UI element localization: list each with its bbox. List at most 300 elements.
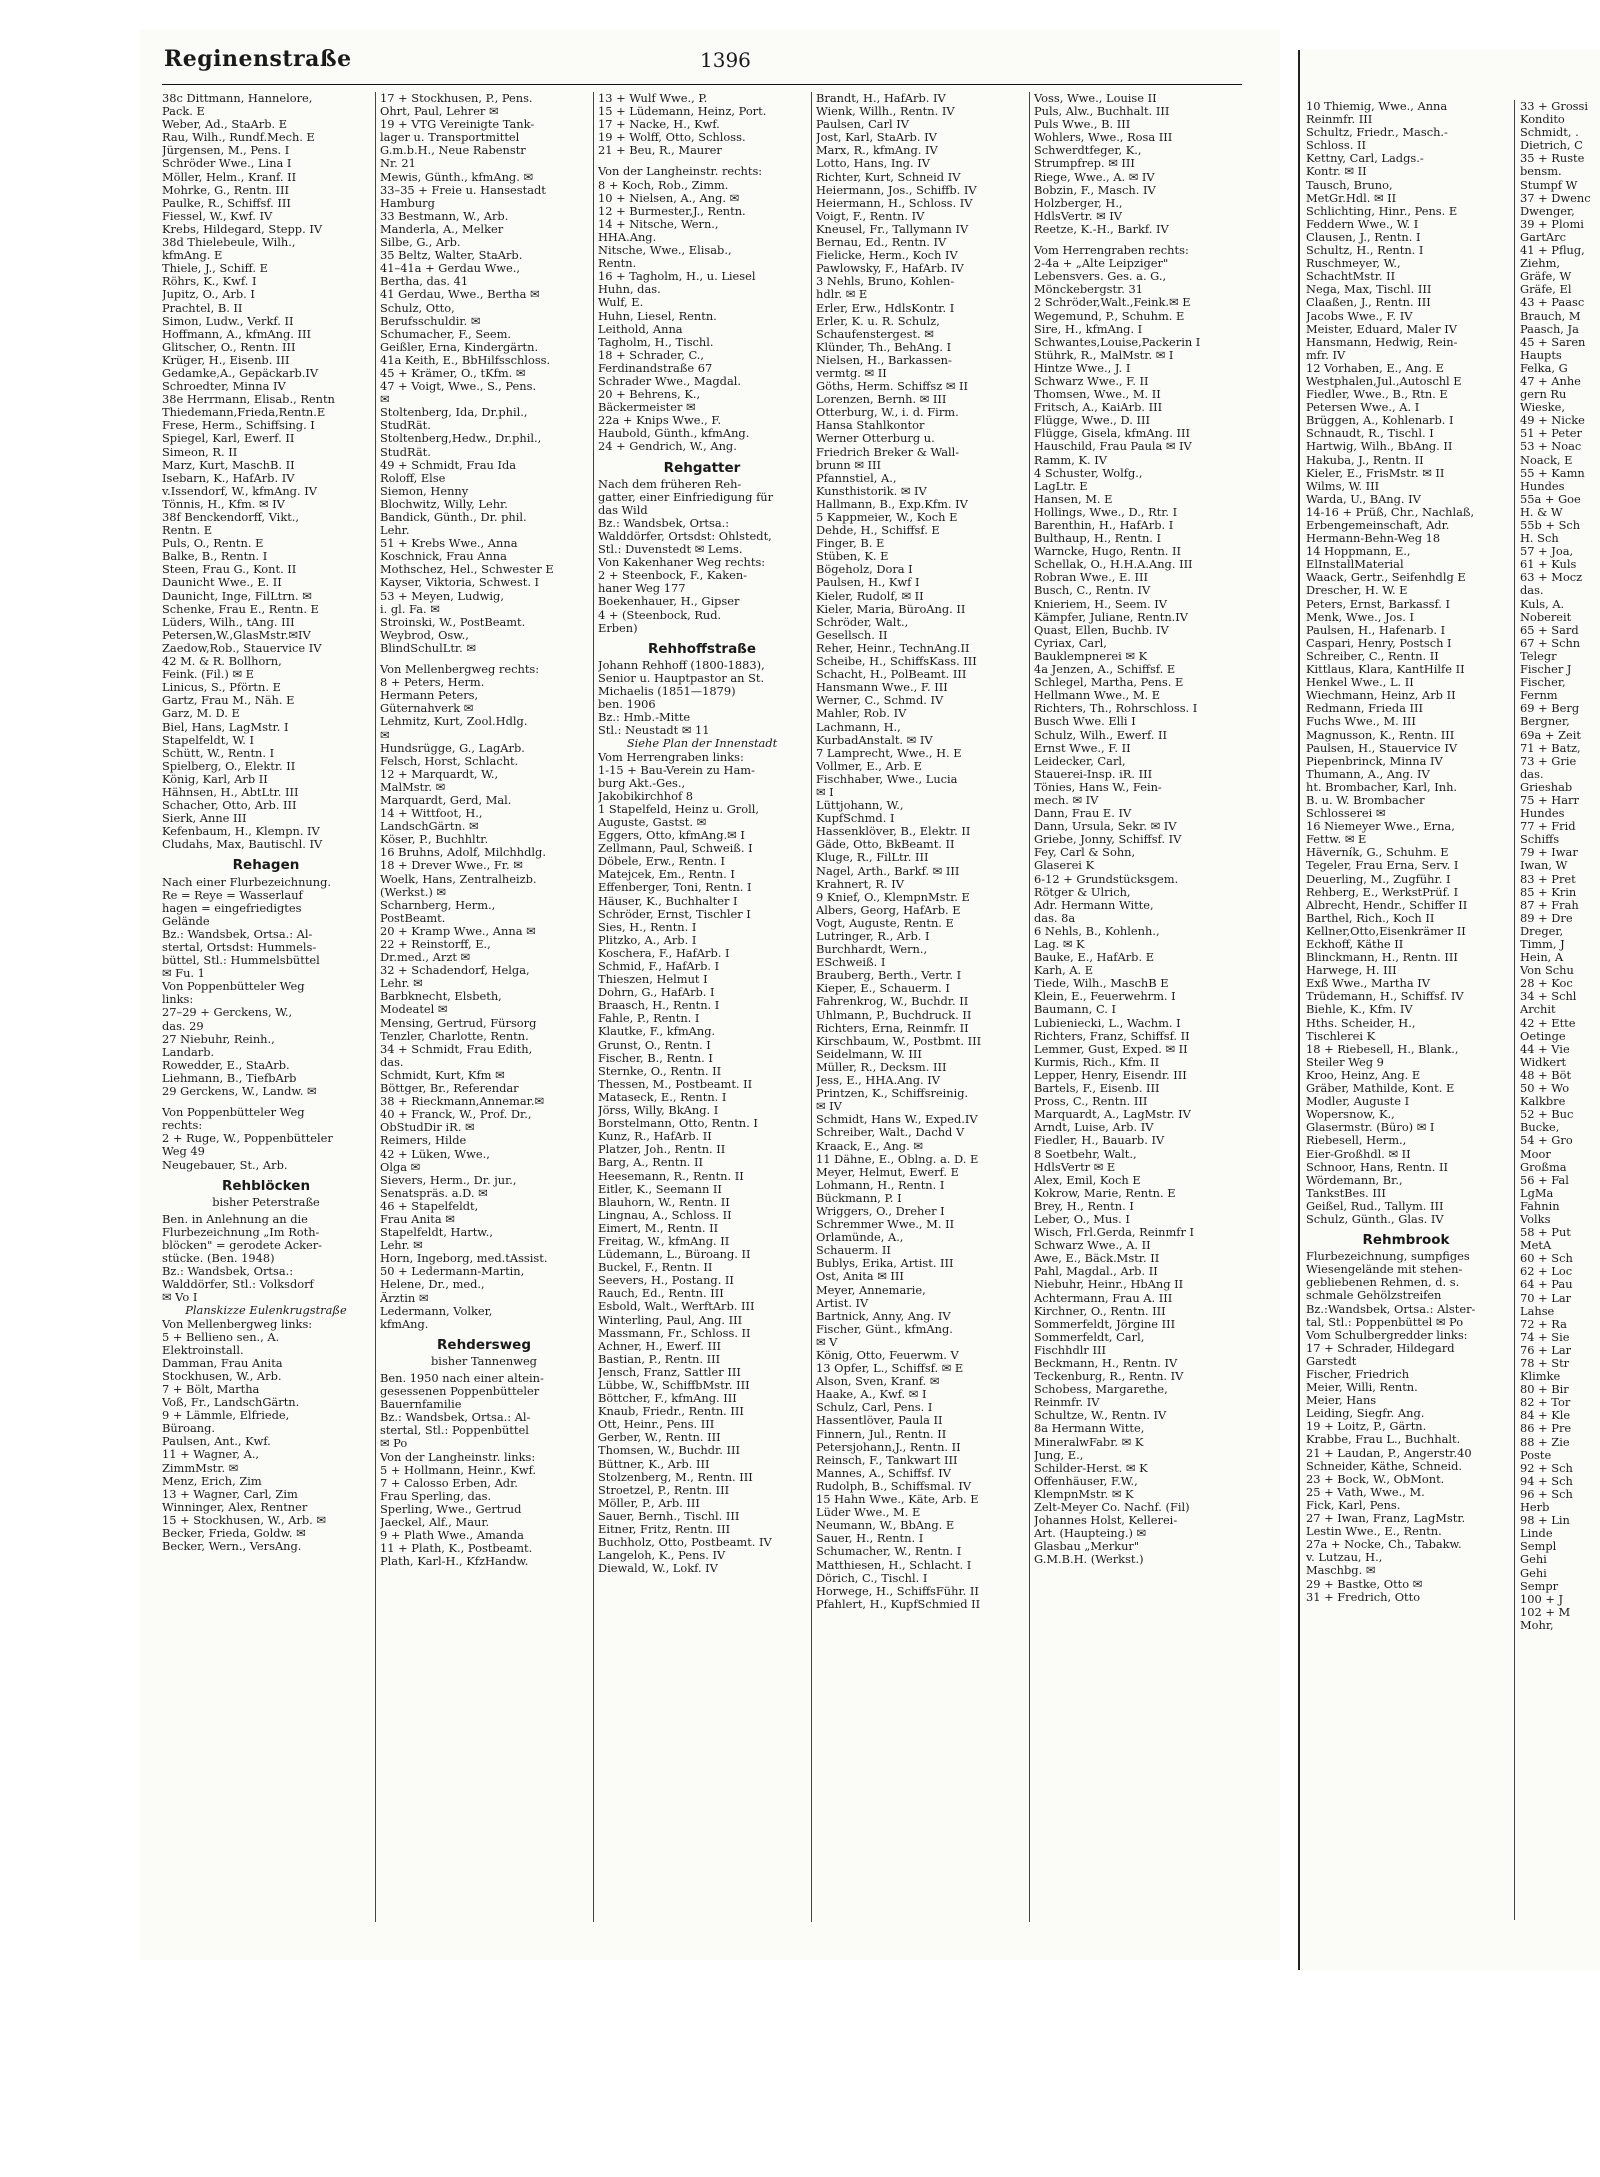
directory-entry: ESchweiß. I: [816, 956, 886, 970]
directory-entry: Fischer, Günt., kfmAng.: [816, 1322, 953, 1336]
directory-entry: Timm, J: [1520, 938, 1565, 951]
directory-entry: Wisch, Frl.Gerda, Reinmfr I: [1034, 1226, 1195, 1240]
directory-entry: Lehr. ✉: [380, 1239, 423, 1253]
directory-entry: Otterburg, W., i. d. Firm.: [816, 406, 959, 420]
directory-entry: Stl.: Duvenstedt ✉ Lems.: [598, 543, 743, 557]
directory-entry: Nach einer Flurbezeichnung.: [162, 875, 332, 889]
directory-entry: Schmidt, .: [1520, 126, 1579, 140]
directory-entry: 17 + Schrader, Hildegard: [1306, 1341, 1455, 1355]
directory-entry: Daunicht, Inge, FilLtrn. ✉: [162, 589, 312, 603]
directory-entry: 45 + Krämer, O., tKfm. ✉: [380, 366, 526, 380]
directory-entry: Spielberg, O., Elektr. II: [162, 759, 296, 773]
directory-entry: 35 + Ruste: [1520, 152, 1585, 166]
directory-entry: Voß, Fr., LandschGärtn.: [162, 1396, 300, 1410]
directory-entry: Von Mellenbergweg links:: [162, 1317, 313, 1331]
directory-entry: 12 + Burmester,J., Rentn.: [598, 204, 746, 218]
directory-entry: Bastian, P., Rentn. III: [598, 1352, 721, 1366]
directory-entry: Lubieniecki, L., Wachm. I: [1034, 1016, 1181, 1030]
directory-entry: Meyer, Annemarie,: [816, 1283, 926, 1297]
directory-entry: 70 + Lar: [1520, 1291, 1572, 1305]
directory-entry: Redmann, Frieda III: [1306, 702, 1424, 716]
directory-entry: Pawlowsky, F., HafArb. IV: [816, 262, 964, 276]
directory-entry: ZimmMstr. ✉: [162, 1461, 239, 1475]
directory-entry: blöcken" = gerodete Acker-: [162, 1238, 323, 1252]
directory-entry: KupfSchmd. I: [816, 812, 895, 826]
directory-entry: 55b + Sch: [1520, 519, 1581, 532]
directory-entry: ✉ V: [816, 1335, 838, 1349]
spacer: [380, 655, 588, 663]
directory-entry: Kokrow, Marie, Rentn. E: [1034, 1186, 1176, 1200]
directory-entry: Ledermann, Volker,: [380, 1304, 493, 1318]
directory-entry: Wriggers, O., Dreher I: [816, 1204, 945, 1218]
directory-entry: 10 Thiemig, Wwe., Anna: [1306, 100, 1448, 113]
directory-entry: Nobereit: [1520, 610, 1572, 624]
directory-entry: 11 + Plath, K., Postbeamt.: [380, 1542, 533, 1556]
directory-entry: v. Lutzau, H.,: [1306, 1551, 1383, 1565]
directory-entry: KlempnMstr. ✉ K: [1034, 1487, 1134, 1501]
directory-entry: 15 + Stockhusen, W., Arb. ✉: [162, 1513, 326, 1527]
directory-entry: Borstelmann, Otto, Rentn. I: [598, 1117, 758, 1131]
directory-entry: 50 + Wo: [1520, 1082, 1570, 1096]
directory-entry: Fuchs Wwe., M. III: [1306, 715, 1416, 729]
street-section-heading: Rehmbrook: [1362, 1232, 1450, 1249]
directory-entry: 7 + Bölt, Martha: [162, 1383, 260, 1396]
directory-entry: Quast, Ellen, Buchb. IV: [1034, 623, 1169, 637]
directory-entry: Knaub, Friedr., Rentn. III: [598, 1405, 744, 1419]
directory-entry: 8 + Koch, Rob., Zimm.: [598, 178, 729, 192]
directory-entry: Von Schu: [1520, 964, 1574, 978]
directory-entry: Zaedow,Rob., Stauervice IV: [162, 641, 322, 655]
directory-entry: 63 + Mocz: [1520, 571, 1583, 585]
directory-entry: 29 Gerckens, W., Landw. ✉: [162, 1085, 317, 1099]
directory-entry: 33 + Grossi: [1520, 100, 1589, 113]
directory-entry: Linicus, S., Pförtn. E: [162, 681, 281, 695]
directory-entry: Hoffmann, A., kfmAng. III: [162, 327, 311, 341]
directory-entry: Schenke, Frau E., Rentn. E: [162, 602, 319, 616]
directory-entry: Bz.: Wandsbek, Ortsa.: Al-: [380, 1411, 531, 1425]
directory-entry: Jess, E., HHA.Ang. IV: [816, 1074, 940, 1088]
directory-entry: Widkert: [1520, 1055, 1567, 1069]
directory-entry: Volks: [1520, 1212, 1551, 1226]
directory-entry: Albrecht, Hendr., Schiffer II: [1306, 898, 1468, 912]
directory-entry: 49 + Schmidt, Frau Ida: [380, 458, 517, 472]
directory-entry: 80 + Bir: [1520, 1383, 1569, 1397]
directory-entry: 79 + Iwar: [1520, 846, 1578, 860]
directory-entry: Paulsen, H., Kwf I: [816, 576, 920, 590]
directory-entry: Ernst Wwe., F. II: [1034, 741, 1131, 755]
directory-entry: Stüben, K. E: [816, 550, 889, 564]
directory-entry: 2 Schröder,Walt.,Feink.✉ E: [1034, 296, 1191, 310]
directory-entry: Klein, E., Feuerwehrm. I: [1034, 990, 1176, 1004]
directory-entry: bensm.: [1520, 165, 1562, 179]
directory-entry: Jupitz, O., Arb. I: [162, 288, 255, 302]
directory-entry: Offenhäuser, F.W.,: [1034, 1474, 1138, 1488]
former-name-note: bisher Tannenweg: [431, 1353, 537, 1368]
directory-entry: Baumann, C. I: [1034, 1003, 1117, 1017]
directory-entry: 5 + Hollmann, Heinr., Kwf.: [380, 1463, 537, 1477]
directory-entry: Pross, C., Rentn. III: [1034, 1095, 1148, 1109]
directory-entry: Haake, A., Kwf. ✉ I: [816, 1388, 927, 1402]
directory-entry: Möller, Helm., Kranf. II: [162, 170, 297, 184]
directory-entry: Petersen,W.,GlasMstr.✉IV: [162, 628, 311, 642]
directory-entry: Mohr,: [1520, 1618, 1554, 1632]
directory-entry: Böttcher, F., kfmAng. III: [598, 1392, 737, 1406]
directory-entry: Jung, E.,: [1034, 1448, 1084, 1462]
plan-reference: Siehe Plan der Innenstadt: [626, 736, 778, 751]
directory-entry: Woelk, Hans, Zentralheizb.: [380, 872, 537, 886]
directory-entry: Alex, Emil, Koch E: [1034, 1173, 1141, 1187]
directory-entry: Menk, Wwe., Jos. I: [1306, 610, 1414, 624]
directory-entry: 21 + Laudan, P., Angerstr.40: [1306, 1446, 1472, 1460]
directory-entry: Fischer J: [1520, 663, 1572, 677]
directory-entry: König, Karl, Arb II: [162, 772, 268, 786]
directory-entry: Kuls, A.: [1520, 597, 1565, 611]
directory-entry: LgMa: [1520, 1186, 1554, 1200]
directory-entry: 5 Kappmeier, W., Koch E: [816, 511, 958, 524]
directory-entry: Röhrs, K., Kwf. I: [162, 275, 257, 289]
directory-entry: Auguste, Gastst. ✉: [598, 815, 707, 829]
directory-entry: Lemmer, Gust, Exped. ✉ II: [1034, 1042, 1188, 1056]
column-7-partial: [1520, 100, 1600, 1632]
directory-entry: Tischlerei K: [1306, 1029, 1376, 1043]
directory-entry: Fiedler, Wwe., B., Rtn. E: [1306, 388, 1448, 402]
directory-entry: Archit: [1520, 1003, 1556, 1017]
directory-entry: Kneusel, Fr., Tallymann IV: [816, 222, 969, 236]
directory-entry: Von Kakenhaner Weg rechts:: [598, 556, 766, 570]
directory-entry: Orlamünde, A.,: [816, 1231, 904, 1245]
directory-entry: Kieler, Maria, BüroAng. II: [816, 602, 966, 616]
directory-entry: Noack, E: [1520, 453, 1573, 467]
directory-entry: Heiermann, Jos., Schiffb. IV: [816, 183, 977, 197]
directory-entry: stertal, Stl.: Poppenbüttel: [380, 1424, 529, 1438]
directory-entry: 96 + Sch: [1520, 1487, 1573, 1501]
directory-entry: Prachtel, B. II: [162, 301, 243, 315]
directory-entry: Hassentlöver, Paula II: [816, 1414, 943, 1428]
directory-entry: Schlichting, Hinr., Pens. E: [1306, 204, 1458, 218]
spacer: [1034, 236, 1242, 244]
directory-entry: brunn ✉ III: [816, 458, 882, 472]
directory-entry: Rötger & Ulrich,: [1034, 885, 1131, 899]
directory-entry: Schmid, F., HafArb. I: [598, 960, 720, 973]
directory-entry: 64 + Pau: [1520, 1278, 1573, 1292]
directory-entry: Hellmann Wwe., M. E: [1034, 689, 1161, 703]
directory-entry: Weber, Ad., StaArb. E: [162, 118, 288, 132]
directory-entry: Linde: [1520, 1527, 1553, 1541]
directory-entry: 33–35 + Freie u. Hansestadt: [380, 183, 546, 197]
directory-entry: Lachmann, H.,: [816, 720, 901, 734]
directory-entry: Manderla, A., Melker: [380, 222, 504, 236]
directory-entry: Lag. ✉ K: [1034, 938, 1085, 951]
directory-entry: Kirchner, O., Rentn. III: [1034, 1304, 1166, 1318]
directory-entry: links:: [162, 993, 194, 1007]
directory-entry: Voigt, F., Rentn. IV: [816, 209, 925, 223]
directory-entry: Busch Wwe. Elli I: [1034, 715, 1136, 729]
directory-entry: Schröder, Ernst, Tischler I: [598, 907, 751, 921]
directory-entry: Krahnert, R. IV: [816, 877, 904, 891]
directory-entry: Schnaudt, R., Tischl. I: [1306, 427, 1434, 441]
directory-entry: Paulsen, Ant., Kwf.: [162, 1435, 271, 1449]
directory-entry: Mohrke, G., Rentn. III: [162, 183, 290, 197]
directory-entry: 18 + Riebesell, H., Blank.,: [1306, 1042, 1459, 1056]
directory-entry: lager u. Transportmittel: [380, 131, 520, 145]
directory-entry: 23 + Bock, W., ObMont.: [1306, 1472, 1445, 1486]
directory-entry: Achner, H., Ewerf. III: [598, 1339, 722, 1353]
directory-entry: Cyriax, Carl,: [1034, 636, 1107, 650]
directory-entry: Frau Anita ✉: [380, 1212, 455, 1226]
directory-entry: Meyer, Helmut, Ewerf. E: [816, 1165, 959, 1179]
directory-entry: Schnoor, Hans, Rentn. II: [1306, 1160, 1448, 1174]
directory-entry: Stoltenberg,Hedw., Dr.phil.,: [380, 432, 542, 446]
directory-entry: 11 + Wagner, A.,: [162, 1448, 260, 1462]
directory-entry: Kunz, R., HafArb. II: [598, 1130, 712, 1144]
directory-entry: Michaelis (1851—1879): [598, 685, 736, 699]
directory-entry: 49 + Nicke: [1520, 414, 1585, 428]
directory-entry: schmale Gehölzstreifen: [1306, 1289, 1442, 1303]
directory-entry: Simeon, R. II: [162, 445, 238, 459]
street-section-heading: Rehhoffstraße: [647, 640, 757, 657]
directory-entry: Scheibe, H., SchiffsKass. III: [816, 655, 977, 669]
directory-entry: Eimert, M., Rentn. II: [598, 1221, 719, 1235]
directory-entry: Re = Reye = Wasserlauf: [162, 888, 303, 902]
directory-entry: v.Issendorf, W., kfmAng. IV: [162, 484, 317, 498]
directory-entry: Vogt, Auguste, Rentn. E: [816, 916, 954, 930]
directory-entry: Böttger, Br., Referendar: [380, 1082, 519, 1096]
directory-entry: Stauerei-Insp. iR. III: [1034, 767, 1153, 781]
directory-entry: Krabbe, Frau L., Buchhalt.: [1306, 1433, 1461, 1447]
directory-entry: Wiesengelände mit stehen-: [1306, 1263, 1463, 1277]
directory-entry: Pahl, Magdal., Arb. II: [1034, 1265, 1158, 1279]
directory-entry: Sierk, Anne III: [162, 812, 247, 826]
directory-entry: Bz.: Wandsbek, Ortsa.:: [598, 516, 730, 530]
directory-entry: Kurmis, Rich., Kfm. II: [1034, 1055, 1160, 1069]
directory-entry: Hansen, M. E: [1034, 492, 1113, 506]
directory-entry: 69a + Zeit: [1520, 728, 1581, 742]
directory-entry: Elektroinstall.: [162, 1343, 244, 1357]
directory-entry: Lutringer, R., Arb. I: [816, 930, 930, 943]
directory-entry: Paulsen, H., Hafenarb. I: [1306, 623, 1446, 637]
directory-entry: Gräfe, El: [1520, 283, 1572, 297]
directory-entry: Tiede, Wilh., MaschB E: [1034, 977, 1169, 991]
directory-entry: Gräber, Mathilde, Kont. E: [1306, 1082, 1455, 1096]
street-heading: Reginenstraße: [164, 46, 352, 72]
directory-entry: Schulz, Carl, Pens. I: [816, 1401, 933, 1415]
directory-entry: Teckenburg, R., Rentn. IV: [1034, 1370, 1184, 1384]
directory-entry: ✉ Fu. 1: [162, 967, 205, 981]
directory-entry: Dreger,: [1520, 924, 1564, 938]
directory-entry: Marquardt, A., LagMstr. IV: [1034, 1108, 1191, 1122]
directory-entry: Barg, A., Rentn. II: [598, 1156, 704, 1170]
directory-entry: Fahle, P., Rentn. I: [598, 1012, 700, 1026]
directory-entry: Schwerdtfeger, K.,: [1034, 144, 1142, 158]
directory-entry: Göths, Herm. Schiffsz ✉ II: [816, 380, 969, 394]
directory-entry: Fahrenkrog, W., Buchdr. II: [816, 995, 969, 1009]
directory-entry: Jaeckel, Alf., Maur.: [380, 1516, 490, 1530]
directory-entry: Vom Herrengraben rechts:: [1034, 244, 1189, 258]
directory-entry: Burchhardt, Wern.,: [816, 943, 928, 957]
directory-entry: stücke. (Ben. 1948): [162, 1252, 275, 1266]
directory-entry: Biel, Hans, LagMstr. I: [162, 720, 289, 734]
directory-entry: Schiffs: [1520, 833, 1560, 847]
directory-entry: Richter, Kurt, Schneid IV: [816, 170, 961, 184]
directory-entry: Stapelfeldt, W. I: [162, 733, 255, 747]
directory-entry: Brey, H., Rentn. I: [1034, 1199, 1134, 1213]
directory-entry: 58 + Put: [1520, 1226, 1571, 1240]
directory-entry: Gartz, Frau M., Näh. E: [162, 694, 295, 708]
directory-entry: 2 + Ruge, W., Poppenbütteler: [162, 1132, 333, 1146]
directory-entry: (Werkst.) ✉: [380, 885, 446, 899]
directory-entry: Huhn, Liesel, Rentn.: [598, 309, 717, 323]
directory-entry: Landarb.: [162, 1045, 215, 1059]
directory-entry: Stührk, R., MalMstr. ✉ I: [1034, 348, 1174, 362]
directory-entry: Gehi: [1520, 1566, 1547, 1580]
directory-entry: Rauch, Ed., Rentn. III: [598, 1287, 724, 1301]
directory-entry: Rowedder, E., StaArb.: [162, 1058, 290, 1072]
directory-entry: Iwan, W: [1520, 859, 1568, 873]
directory-entry: Wiechmann, Heinz, Arb II: [1306, 689, 1456, 703]
directory-entry: Kayser, Viktoria, Schwest. I: [380, 576, 540, 590]
directory-entry: 27–29 + Gerckens, W.,: [162, 1006, 293, 1020]
directory-entry: gebliebenen Rehmen, d. s.: [1306, 1276, 1460, 1290]
directory-entry: 16 + Tagholm, H., u. Liesel: [598, 270, 756, 284]
directory-entry: 37 + Dwenc: [1520, 191, 1591, 205]
directory-entry: 73 + Grie: [1520, 754, 1577, 768]
directory-entry: Sempr: [1520, 1579, 1559, 1593]
directory-entry: HdlsVertr ✉ E: [1034, 1160, 1116, 1174]
directory-entry: 44 + Vie: [1520, 1042, 1570, 1056]
directory-entry: Kondito: [1520, 113, 1565, 127]
directory-entry: Ott, Heinr., Pens. III: [598, 1418, 715, 1432]
directory-entry: 88 + Zie: [1520, 1435, 1570, 1449]
directory-entry: Bulthaup, H., Rentn. I: [1034, 532, 1162, 546]
directory-entry: Müller, R., Decksm. III: [816, 1060, 947, 1074]
directory-entry: Walddörfer, Ortsdst: Ohlstedt,: [598, 530, 772, 543]
directory-entry: 34 + Schl: [1520, 990, 1577, 1004]
directory-entry: 6-12 + Grundstücksgem.: [1034, 872, 1179, 886]
directory-entry: Fischhdlr III: [1034, 1343, 1106, 1357]
directory-entry: Erbengemeinschaft, Adr.: [1306, 519, 1450, 532]
directory-entry: 19 + Wolff, Otto, Schloss.: [598, 131, 746, 145]
directory-entry: MetA: [1520, 1239, 1552, 1253]
directory-entry: 17 + Stockhusen, P., Pens.: [380, 92, 533, 105]
directory-entry: Clausen, J., Rentn. I: [1306, 230, 1421, 244]
directory-entry: 100 + J: [1520, 1592, 1564, 1606]
directory-entry: Helene, Dr., med.,: [380, 1278, 485, 1292]
directory-entry: Wieske,: [1520, 401, 1566, 415]
directory-entry: 50 + Ledermann-Martin,: [380, 1265, 525, 1279]
directory-entry: Schütt, W., Rentn. I: [162, 746, 275, 760]
facing-page: [1298, 50, 1600, 1970]
directory-entry: Schremmer Wwe., M. II: [816, 1218, 955, 1232]
directory-entry: 53 + Noac: [1520, 440, 1582, 454]
directory-entry: 86 + Pre: [1520, 1422, 1572, 1436]
directory-entry: Kirschbaum, W., Postbmt. III: [816, 1034, 982, 1048]
directory-entry: Stoltenberg, Ida, Dr.phil.,: [380, 406, 528, 420]
directory-entry: Modeatel ✉: [380, 1003, 448, 1017]
directory-entry: LandschGärtn. ✉: [380, 820, 479, 834]
header-rule: [162, 84, 1242, 85]
directory-entry: Eier-Großhdl. ✉ II: [1306, 1147, 1411, 1161]
directory-entry: Boekenhauer, H., Gipser: [598, 595, 740, 609]
directory-entry: Riege, Wwe., A. ✉ IV: [1034, 170, 1155, 184]
directory-entry: Daunicht Wwe., E. II: [162, 576, 282, 590]
directory-entry: Bucke,: [1520, 1121, 1560, 1135]
directory-entry: 94 + Sch: [1520, 1474, 1573, 1488]
street-section-heading: Rehgatter: [663, 459, 741, 476]
directory-entry: Johannes Holst, Kellerei-: [1034, 1514, 1178, 1528]
directory-entry: Seidelmann, W. III: [816, 1047, 922, 1061]
directory-entry: 47 + Anhe: [1520, 374, 1581, 388]
directory-entry: Hallmann, B., Exp.Kfm. IV: [816, 497, 968, 511]
directory-entry: Barthel, Rich., Koch II: [1306, 911, 1435, 925]
directory-entry: Westphalen,Jul.,Autoschl E: [1306, 374, 1462, 388]
directory-entry: Kroo, Heinz, Ang. E: [1306, 1068, 1421, 1082]
directory-entry: 22 + Reinstorff, E.,: [380, 938, 491, 951]
directory-entry: das.: [1520, 767, 1544, 781]
directory-entry: Schultz, Friedr., Masch.-: [1306, 126, 1448, 140]
directory-entry: 29 + Bastke, Otto ✉: [1306, 1577, 1423, 1591]
directory-entry: Lestin Wwe., E., Rentn.: [1306, 1525, 1442, 1539]
directory-entry: Thomsen, Wwe., M. II: [1034, 388, 1161, 402]
directory-entry: Scharnberg, Herm.,: [380, 898, 496, 912]
directory-entry: Tenzler, Charlotte, Rentn.: [380, 1029, 529, 1043]
directory-entry: 15 Hahn Wwe., Käte, Arb. E: [816, 1493, 979, 1507]
directory-entry: Balke, B., Rentn. I: [162, 550, 268, 564]
directory-entry: LagLtr. E: [1034, 479, 1088, 493]
directory-entry: Reinmfr. IV: [1034, 1396, 1100, 1410]
directory-entry: Lorenzen, Bernh. ✉ III: [816, 393, 947, 407]
directory-entry: Printzen, K., Schiffsreinig.: [816, 1087, 969, 1101]
directory-entry: Riebesell, Herm.,: [1306, 1134, 1407, 1148]
directory-entry: Pfahlert, H., KupfSchmied II: [816, 1597, 981, 1611]
directory-entry: Finnern, Jul., Rentn. II: [816, 1427, 947, 1441]
directory-entry: Lingnau, A., Schloss. II: [598, 1208, 732, 1222]
directory-entry: BlindSchulLtr. ✉: [380, 641, 476, 655]
directory-entry: Tönnis, H., Kfm. ✉ IV: [162, 497, 285, 511]
directory-entry: Lüders, Wilh., tAng. III: [162, 615, 295, 629]
directory-entry: Pfannstiel, A.,: [816, 471, 897, 485]
directory-entry: Glasbau „Merkur": [1034, 1540, 1140, 1554]
directory-entry: Rentn.: [598, 257, 637, 271]
directory-entry: 6 Nehls, B., Kohlenh.,: [1034, 924, 1160, 938]
directory-entry: Langeloh, K., Pens. IV: [598, 1549, 726, 1563]
directory-entry: Dr.med., Arzt ✉: [380, 951, 471, 965]
directory-entry: Feink. (Fil.) ✉ E: [162, 668, 254, 682]
directory-entry: Olga ✉: [380, 1160, 421, 1174]
directory-entry: Kontr. ✉ II: [1306, 165, 1367, 179]
directory-entry: 10 + Nielsen, A., Ang. ✉: [598, 191, 740, 205]
directory-entry: Dehde, H., Schiffsf. E: [816, 524, 940, 538]
directory-entry: Kluge, R., FilLtr. III: [816, 851, 929, 865]
directory-entry: 13 + Wulf Wwe., P.: [598, 92, 708, 105]
directory-entry: Eckhoff, Käthe II: [1306, 938, 1404, 951]
directory-entry: Gerber, W., Rentn. III: [598, 1431, 721, 1445]
directory-entry: 47 + Voigt, Wwe., S., Pens.: [380, 380, 537, 394]
directory-entry: Ohrt, Paul, Lehrer ✉: [380, 105, 499, 119]
directory-entry: Schultz, H., Rentn. I: [1306, 244, 1424, 258]
directory-entry: Claaßen, J., Rentn. III: [1306, 296, 1431, 310]
directory-entry: Paasch, Ja: [1520, 322, 1579, 336]
directory-entry: G.m.b.H., Neue Rabenstr: [380, 144, 526, 158]
directory-entry: Hths. Scheider, H.,: [1306, 1016, 1416, 1030]
directory-entry: Meier, Willi, Rentn.: [1306, 1381, 1418, 1395]
directory-entry: Mataseck, E., Rentn. I: [598, 1090, 727, 1104]
directory-entry: Stolzenberg, M., Rentn. III: [598, 1470, 753, 1484]
column-divider: [1514, 100, 1515, 1920]
directory-entry: Johann Rehhoff (1800-1883),: [598, 658, 765, 672]
directory-entry: Kalkbre: [1520, 1095, 1566, 1109]
directory-entry: Reinsch, F., Tankwart III: [816, 1453, 958, 1467]
directory-entry: Hein, A: [1520, 951, 1564, 965]
